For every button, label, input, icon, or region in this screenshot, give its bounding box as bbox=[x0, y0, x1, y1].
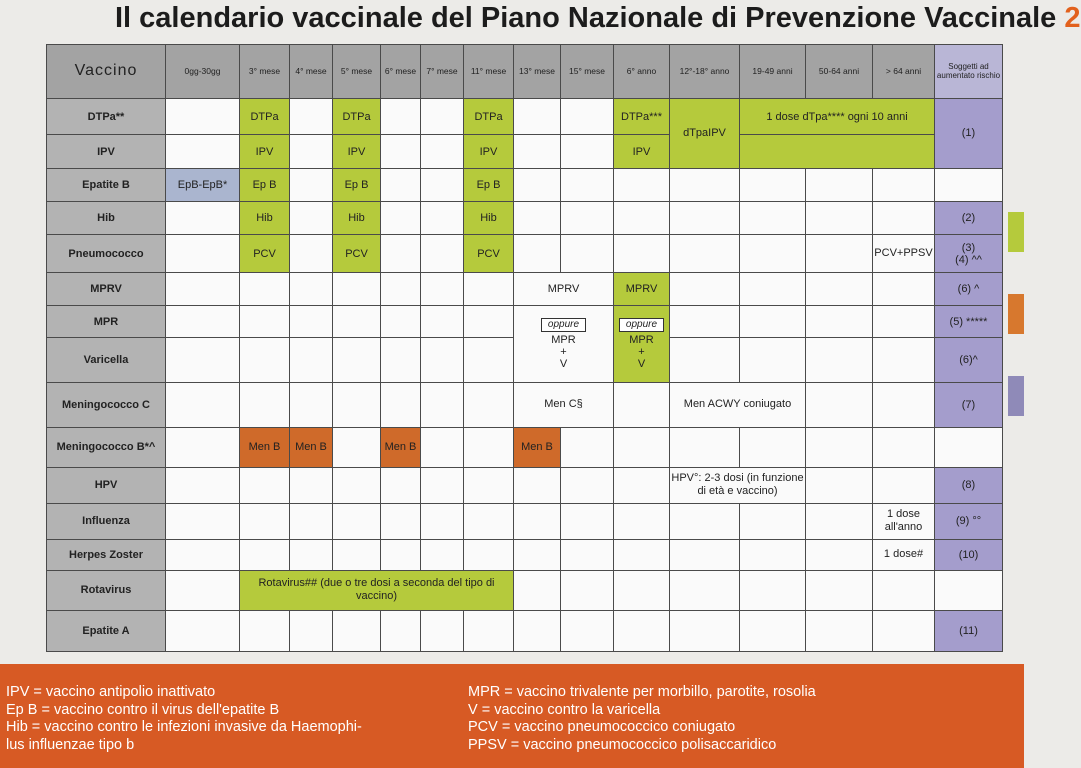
risk-note: (2) bbox=[935, 202, 1003, 234]
vaccine-cell: PCV bbox=[333, 234, 381, 273]
vaccine-cell: MPRV bbox=[614, 273, 670, 305]
vaccine-cell bbox=[514, 305, 614, 382]
vaccine-cell: PCV+PPSV bbox=[873, 234, 935, 273]
vaccine-cell: Men B bbox=[514, 427, 561, 468]
vaccine-cell: Men ACWY coniugato bbox=[670, 382, 806, 427]
vaccine-cell: Hib bbox=[333, 202, 381, 234]
risk-note: (6)^ bbox=[935, 338, 1003, 383]
vaccine-cell: Men B bbox=[290, 427, 333, 468]
risk-note: (8) bbox=[935, 468, 1003, 504]
risk-note bbox=[935, 234, 1003, 273]
column-header: 19-49 anni bbox=[740, 45, 806, 99]
table-row bbox=[47, 273, 1003, 305]
table-row bbox=[47, 234, 1003, 273]
row-label: Rotavirus bbox=[47, 570, 166, 611]
vaccine-cell: Rotavirus## (due o tre dosi a seconda del tipo di vaccino) bbox=[240, 570, 514, 611]
column-header: 3° mese bbox=[240, 45, 290, 99]
column-header: 13° mese bbox=[514, 45, 561, 99]
legend-swatch-orange bbox=[1008, 294, 1024, 334]
vaccine-cell: dTpaIPV bbox=[670, 98, 740, 168]
table-row bbox=[47, 503, 1003, 540]
vaccine-cell: DTPa bbox=[333, 98, 381, 135]
row-label: Hib bbox=[47, 202, 166, 234]
vaccine-cell bbox=[614, 305, 670, 382]
vaccine-cell: 1 dose# bbox=[873, 540, 935, 570]
vaccine-cell: EpB-EpB* bbox=[166, 168, 240, 201]
vaccine-cell: IPV bbox=[240, 135, 290, 168]
vaccine-cell: Men C§ bbox=[514, 382, 614, 427]
legend-line: IPV = vaccino antipolio inattivato bbox=[6, 684, 216, 700]
legend-swatch-purple bbox=[1008, 376, 1024, 416]
title-year: 2 bbox=[1064, 2, 1081, 34]
vaccine-text: V bbox=[559, 357, 568, 370]
vaccination-calendar bbox=[46, 44, 1002, 652]
vaccine-cell: HPV°: 2-3 dosi (in funzione di età e vaccino) bbox=[670, 468, 806, 504]
risk-note: (9) °° bbox=[935, 503, 1003, 540]
vaccine-cell: 1 dose dTpa**** ogni 10 anni bbox=[740, 98, 935, 135]
table-row bbox=[47, 611, 1003, 652]
legend-line: MPR = vaccino trivalente per morbillo, parotite, rosolia bbox=[468, 684, 816, 700]
vaccine-cell: Ep B bbox=[333, 168, 381, 201]
row-label: Varicella bbox=[47, 338, 166, 383]
legend-line: V = vaccino contro la varicella bbox=[468, 701, 661, 718]
oppure-label: oppure bbox=[619, 318, 664, 332]
column-header: 7° mese bbox=[421, 45, 464, 99]
risk-note: (6) ^ bbox=[935, 273, 1003, 305]
row-label: Meningococco B*^ bbox=[47, 427, 166, 468]
vaccine-cell: 1 dose all'anno bbox=[873, 503, 935, 540]
legend-line: Hib = vaccino contro le infezioni invasive da Haemophi- bbox=[6, 719, 362, 735]
table-row bbox=[47, 382, 1003, 427]
risk-note-text: (4) ^^ bbox=[955, 253, 982, 266]
table-row bbox=[47, 168, 1003, 201]
risk-note: (11) bbox=[935, 611, 1003, 652]
risk-note-text: (3) bbox=[961, 241, 976, 254]
row-label: HPV bbox=[47, 468, 166, 504]
vaccine-text: + bbox=[560, 345, 567, 358]
table-row bbox=[47, 135, 1003, 168]
column-header: 5° mese bbox=[333, 45, 381, 99]
abbreviation-legend bbox=[0, 664, 1024, 768]
vaccine-cell: IPV bbox=[333, 135, 381, 168]
column-header: 6° mese bbox=[381, 45, 421, 99]
table-row bbox=[47, 468, 1003, 504]
vaccine-cell: Men B bbox=[381, 427, 421, 468]
vaccine-cell: Hib bbox=[240, 202, 290, 234]
row-label: Epatite B bbox=[47, 168, 166, 201]
title-text: Il calendario vaccinale del Piano Nazionale di Prevenzione Vaccinale bbox=[115, 2, 1057, 34]
risk-note: (10) bbox=[935, 540, 1003, 570]
vaccine-cell: MPRV bbox=[514, 273, 614, 305]
column-header: 6° anno bbox=[614, 45, 670, 99]
table-row bbox=[47, 98, 1003, 135]
column-header: Vaccino bbox=[47, 45, 166, 99]
table-row bbox=[47, 540, 1003, 570]
risk-note: (1) bbox=[935, 98, 1003, 168]
legend-line: Ep B = vaccino contro il virus dell'epatite B bbox=[6, 701, 280, 718]
table-row bbox=[47, 202, 1003, 234]
vaccine-cell: Men B bbox=[240, 427, 290, 468]
column-header: 11° mese bbox=[464, 45, 514, 99]
calendar-table bbox=[46, 44, 1003, 652]
column-header: 50-64 anni bbox=[806, 45, 873, 99]
legend-line: PPSV = vaccino pneumococcico polisaccaridico bbox=[468, 736, 777, 753]
vaccine-cell: Hib bbox=[464, 202, 514, 234]
vaccine-cell: IPV bbox=[464, 135, 514, 168]
row-label: MPRV bbox=[47, 273, 166, 305]
vaccine-cell: Ep B bbox=[240, 168, 290, 201]
column-header: 0gg-30gg bbox=[166, 45, 240, 99]
vaccine-cell: Ep B bbox=[464, 168, 514, 201]
table-row bbox=[47, 570, 1003, 611]
vaccine-cell: DTPa*** bbox=[614, 98, 670, 135]
legend-column-right bbox=[468, 684, 1018, 754]
vaccine-cell: DTPa bbox=[464, 98, 514, 135]
row-label: Pneumococco bbox=[47, 234, 166, 273]
column-header-risk: Soggetti ad aumentato rischio bbox=[935, 45, 1003, 99]
legend-line: PCV = vaccino pneumococcico coniugato bbox=[468, 719, 736, 735]
page-title bbox=[115, 2, 1081, 44]
legend-column-left bbox=[6, 684, 446, 754]
column-header: 4° mese bbox=[290, 45, 333, 99]
column-header: > 64 anni bbox=[873, 45, 935, 99]
table-row bbox=[47, 305, 1003, 337]
row-label: MPR bbox=[47, 305, 166, 337]
legend-swatch-green bbox=[1008, 212, 1024, 252]
column-header: 12°-18° anno bbox=[670, 45, 740, 99]
vaccine-cell bbox=[740, 135, 935, 168]
row-label: DTPa** bbox=[47, 98, 166, 135]
legend-line: lus influenzae tipo b bbox=[6, 736, 135, 753]
row-label: Herpes Zoster bbox=[47, 540, 166, 570]
vaccine-cell: DTPa bbox=[240, 98, 290, 135]
vaccine-cell: PCV bbox=[240, 234, 290, 273]
oppure-label: oppure bbox=[541, 318, 586, 332]
row-label: Influenza bbox=[47, 503, 166, 540]
row-label: IPV bbox=[47, 135, 166, 168]
vaccine-cell: IPV bbox=[614, 135, 670, 168]
risk-note: (5) ***** bbox=[935, 305, 1003, 337]
column-header: 15° mese bbox=[561, 45, 614, 99]
table-row bbox=[47, 427, 1003, 468]
risk-note: (7) bbox=[935, 382, 1003, 427]
row-label: Meningococco C bbox=[47, 382, 166, 427]
vaccine-text: V bbox=[637, 357, 646, 370]
header-row bbox=[47, 45, 1003, 99]
vaccine-cell: PCV bbox=[464, 234, 514, 273]
row-label: Epatite A bbox=[47, 611, 166, 652]
vaccine-text: MPR bbox=[629, 333, 654, 346]
vaccine-text: MPR bbox=[551, 333, 576, 346]
vaccine-text: + bbox=[638, 345, 645, 358]
